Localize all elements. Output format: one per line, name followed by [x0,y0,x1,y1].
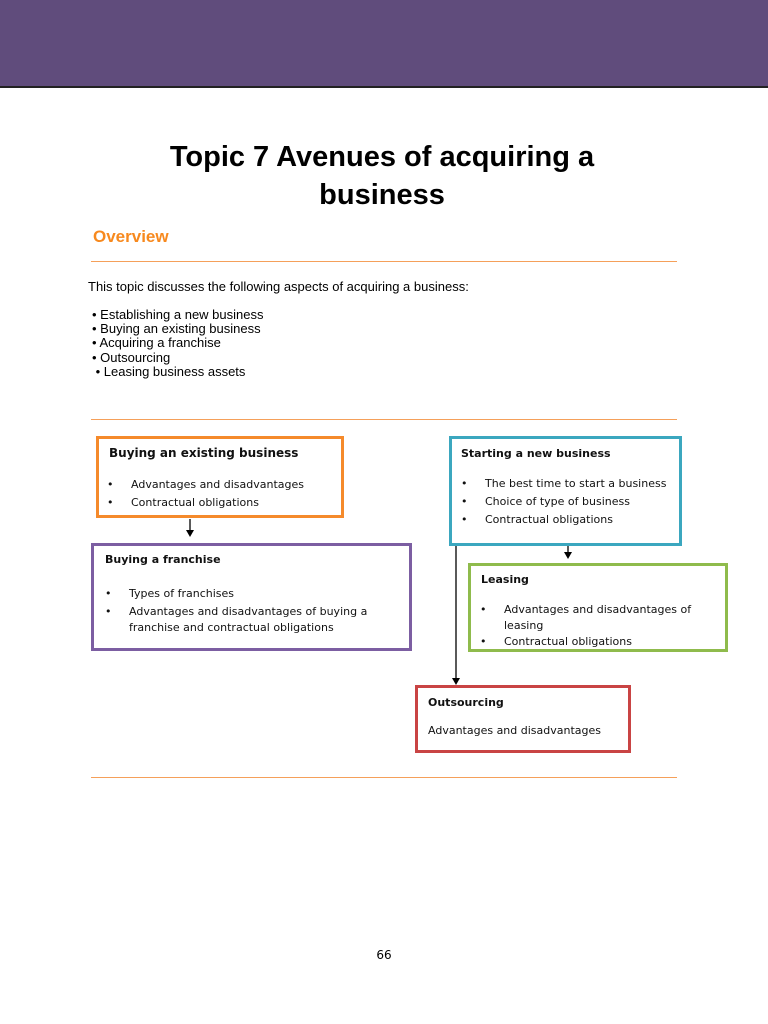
aspect-item: • Outsourcing [92,349,171,365]
list-item-text: The best time to start a business [485,477,667,490]
list-item [480,634,720,650]
list-item [461,476,676,492]
arrowhead-new-to-leasing [564,552,572,559]
bullet-icon: • [480,603,487,616]
list-item-text: Advantages and disadvantages of buying a franchise and contractual obligations [129,605,368,634]
arrowhead-new-to-outsourcing [452,678,460,685]
box-list [107,477,337,513]
arrowhead-existing-to-franchise [186,530,194,537]
box-buying-franchise [91,543,412,651]
aspect-item: • Establishing a new business [92,307,264,322]
list-item [105,604,405,636]
box-outsourcing [415,685,631,753]
intro-text: This topic discusses the following aspects of acquiring a business: [88,279,469,294]
bullet-icon: • [480,635,487,648]
list-item-text: Advantages and disadvantages of leasing [504,603,692,632]
bullet-icon: • [107,478,114,491]
box-title: Buying an existing business [109,446,299,460]
bullet-icon: • [461,495,468,508]
list-item-text: Advantages and disadvantages [131,478,305,491]
list-item-text: Contractual obligations [485,513,613,526]
divider-bottom [91,777,677,778]
box-buying-existing-business [96,436,344,518]
list-item [480,602,720,634]
aspect-item: • Acquiring a franchise [92,335,221,351]
box-title: Leasing [481,573,529,586]
list-item [461,512,676,528]
list-item [107,495,337,511]
box-title: Starting a new business [461,447,611,460]
box-title: Buying a franchise [105,553,221,566]
section-heading-overview: Overview [93,227,169,246]
list-item-text: Types of franchises [129,587,235,600]
bullet-icon: • [105,605,112,618]
box-text: Advantages and disadvantages [428,724,602,737]
box-starting-new-business [449,436,682,546]
aspect-item: • Buying an existing business [92,321,261,337]
bullet-icon: • [105,587,112,600]
page-number: 66 [376,948,392,962]
page-title: Topic 7 Avenues of acquiring a business [169,141,595,211]
box-leasing [468,563,728,652]
bullet-icon: • [461,513,468,526]
list-item [105,586,405,602]
list-item [107,477,337,493]
list-item [461,494,676,510]
box-list [480,602,720,650]
box-list [105,586,405,636]
list-item-text: Choice of type of business [485,495,630,508]
bullet-icon: • [107,496,114,509]
box-list [461,476,676,530]
aspect-item: • Leasing business assets [92,363,246,379]
bullet-icon: • [461,477,468,490]
list-item-text: Contractual obligations [131,496,259,509]
list-item-text: Contractual obligations [504,635,632,648]
box-title: Outsourcing [428,696,504,709]
